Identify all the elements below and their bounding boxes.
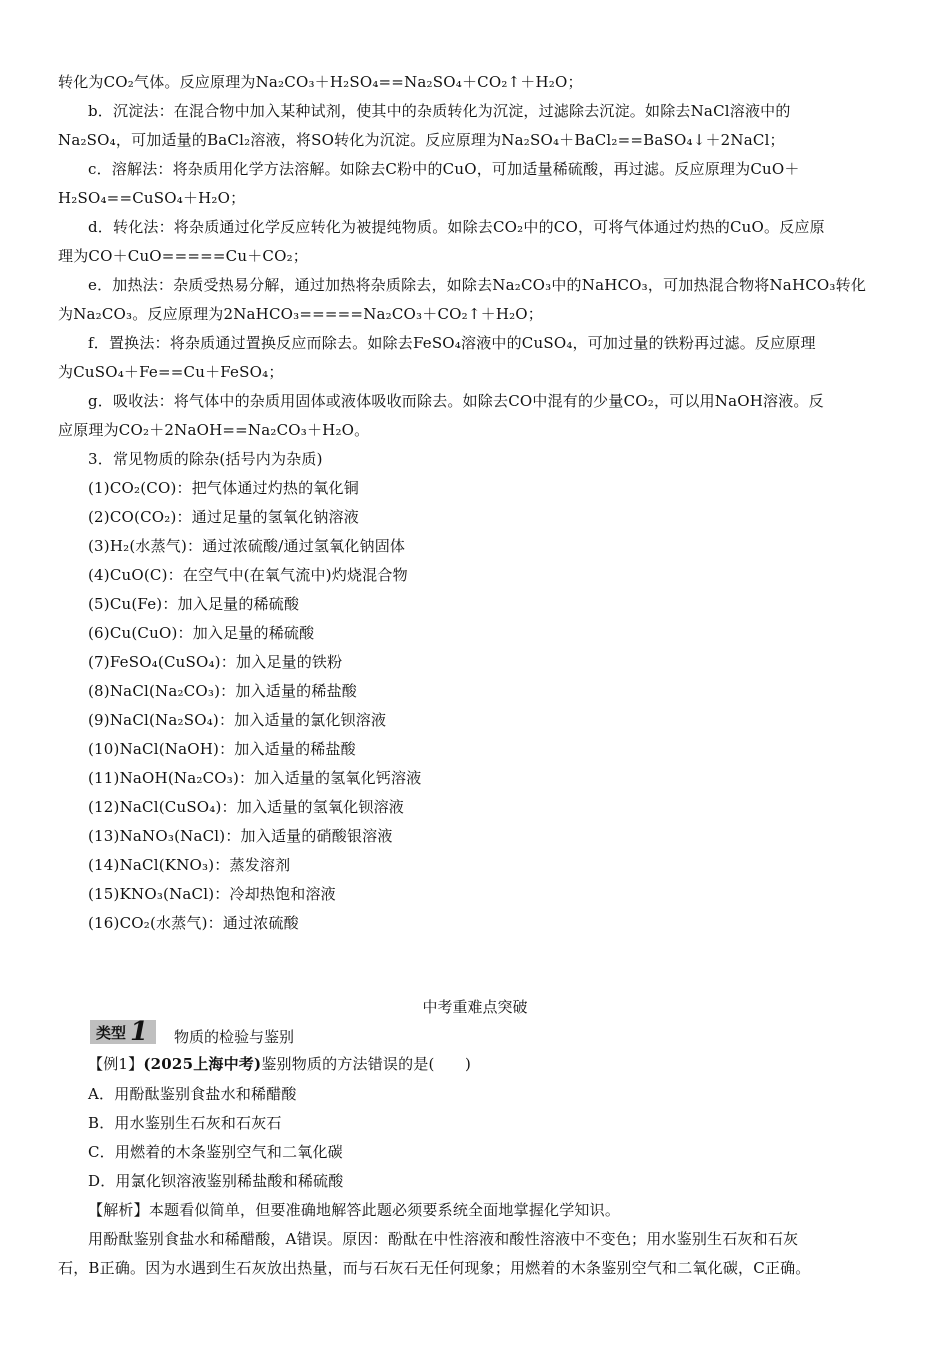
text-line: 3．常见物质的除杂(括号内为杂质) xyxy=(88,450,323,468)
example-question-text: 鉴别物质的方法错误的是( ) xyxy=(261,1055,472,1073)
text-line: g．吸收法：将气体中的杂质用固体或液体吸收而除去。如除去CO中混有的少量CO₂，可以用NaOH溶液。反 xyxy=(88,392,824,410)
text-line: 理为CO＋CuO=====Cu＋CO₂； xyxy=(58,247,308,265)
text-line: (7)FeSO₄(CuSO₄)：加入足量的铁粉 xyxy=(88,653,343,671)
text-line: e．加热法：杂质受热易分解，通过加热将杂质除去，如除去Na₂CO₃中的NaHCO₃，可加热混合物将NaHCO₃转化 xyxy=(88,276,867,294)
answer-option: C．用燃着的木条鉴别空气和二氧化碳 xyxy=(88,1143,343,1161)
example-tag: 【例1】 xyxy=(88,1055,144,1073)
text-line: (1)CO₂(CO)：把气体通过灼热的氧化铜 xyxy=(88,479,359,497)
text-line: (11)NaOH(Na₂CO₃)：加入适量的氢氧化钙溶液 xyxy=(88,769,422,787)
type-badge-label: 类型 xyxy=(96,1023,127,1042)
text-line: c．溶解法：将杂质用化学方法溶解。如除去C粉中的CuO，可加适量稀硫酸，再过滤。反应原理为CuO＋ xyxy=(88,160,800,178)
text-line: (9)NaCl(Na₂SO₄)：加入适量的氯化钡溶液 xyxy=(88,711,387,729)
text-line: d．转化法：将杂质通过化学反应转化为被提纯物质。如除去CO₂中的CO，可将气体通过灼热的CuO。反应原 xyxy=(88,218,825,236)
text-line: (8)NaCl(Na₂CO₃)：加入适量的稀盐酸 xyxy=(88,682,357,700)
text-line: (15)KNO₃(NaCl)：冷却热饱和溶液 xyxy=(88,885,336,903)
text-line: 为CuSO₄＋Fe==Cu＋FeSO₄； xyxy=(58,363,284,381)
text-line: (16)CO₂(水蒸气)：通过浓硫酸 xyxy=(88,914,299,932)
analysis-paragraph-1: 用酚酞鉴别食盐水和稀醋酸，A错误。原因：酚酞在中性溶液和酸性溶液中不变色；用水鉴别生石灰和石灰 xyxy=(88,1230,799,1248)
text-line: (4)CuO(C)：在空气中(在氧气流中)灼烧混合物 xyxy=(88,566,408,584)
text-line: H₂SO₄==CuSO₄＋H₂O； xyxy=(58,189,246,207)
text-line: (12)NaCl(CuSO₄)：加入适量的氢氧化钡溶液 xyxy=(88,798,404,816)
analysis-heading xyxy=(88,1200,620,1220)
text-line: (10)NaCl(NaOH)：加入适量的稀盐酸 xyxy=(88,740,356,758)
text-line: 为Na₂CO₃。反应原理为2NaHCO₃=====Na₂CO₃＋CO₂↑＋H₂O； xyxy=(58,305,544,323)
text-line: (6)Cu(CuO)：加入足量的稀硫酸 xyxy=(88,624,315,642)
analysis-tag: 【解析】 xyxy=(88,1201,149,1219)
text-line: (14)NaCl(KNO₃)：蒸发溶剂 xyxy=(88,856,291,874)
section-title: 中考重难点突破 xyxy=(422,998,528,1016)
text-line: 应原理为CO₂＋2NaOH==Na₂CO₃＋H₂O。 xyxy=(58,421,370,439)
text-line: (5)Cu(Fe)：加入足量的稀硫酸 xyxy=(88,595,300,613)
answer-option: D．用氯化钡溶液鉴别稀盐酸和稀硫酸 xyxy=(88,1172,344,1190)
type-badge-number: 1 xyxy=(130,1017,149,1047)
text-line: f．置换法：将杂质通过置换反应而除去。如除去FeSO₄溶液中的CuSO₄，可加过量的铁粉再过滤。反应原理 xyxy=(88,334,816,352)
text-line: 转化为CO₂气体。反应原理为Na₂CO₃＋H₂SO₄==Na₂SO₄＋CO₂↑＋H₂O； xyxy=(58,73,583,91)
text-line: (2)CO(CO₂)：通过足量的氢氧化钠溶液 xyxy=(88,508,359,526)
answer-option: B．用水鉴别生石灰和石灰石 xyxy=(88,1114,282,1132)
example-question xyxy=(88,1054,471,1074)
answer-option: A．用酚酞鉴别食盐水和稀醋酸 xyxy=(88,1085,297,1103)
text-line: (3)H₂(水蒸气)：通过浓硫酸/通过氢氧化钠固体 xyxy=(88,537,406,555)
text-line: Na₂SO₄，可加适量的BaCl₂溶液，将SO转化为沉淀。反应原理为Na₂SO₄＋BaCl₂==BaSO₄↓＋2NaCl； xyxy=(58,131,785,149)
type-title: 物质的检验与鉴别 xyxy=(174,1028,295,1046)
text-line: (13)NaNO₃(NaCl)：加入适量的硝酸银溶液 xyxy=(88,827,393,845)
analysis-paragraph-2: 石，B正确。因为水遇到生石灰放出热量，而与石灰石无任何现象；用燃着的木条鉴别空气和二氧化碳，C正确。 xyxy=(58,1259,811,1277)
analysis-text: 本题看似简单，但要准确地解答此题必须要系统全面地掌握化学知识。 xyxy=(148,1201,621,1219)
type-badge xyxy=(90,1017,156,1047)
example-source: (2025上海中考) xyxy=(143,1055,262,1073)
text-line: b．沉淀法：在混合物中加入某种试剂，使其中的杂质转化为沉淀，过滤除去沉淀。如除去NaCl溶液中的 xyxy=(88,102,791,120)
